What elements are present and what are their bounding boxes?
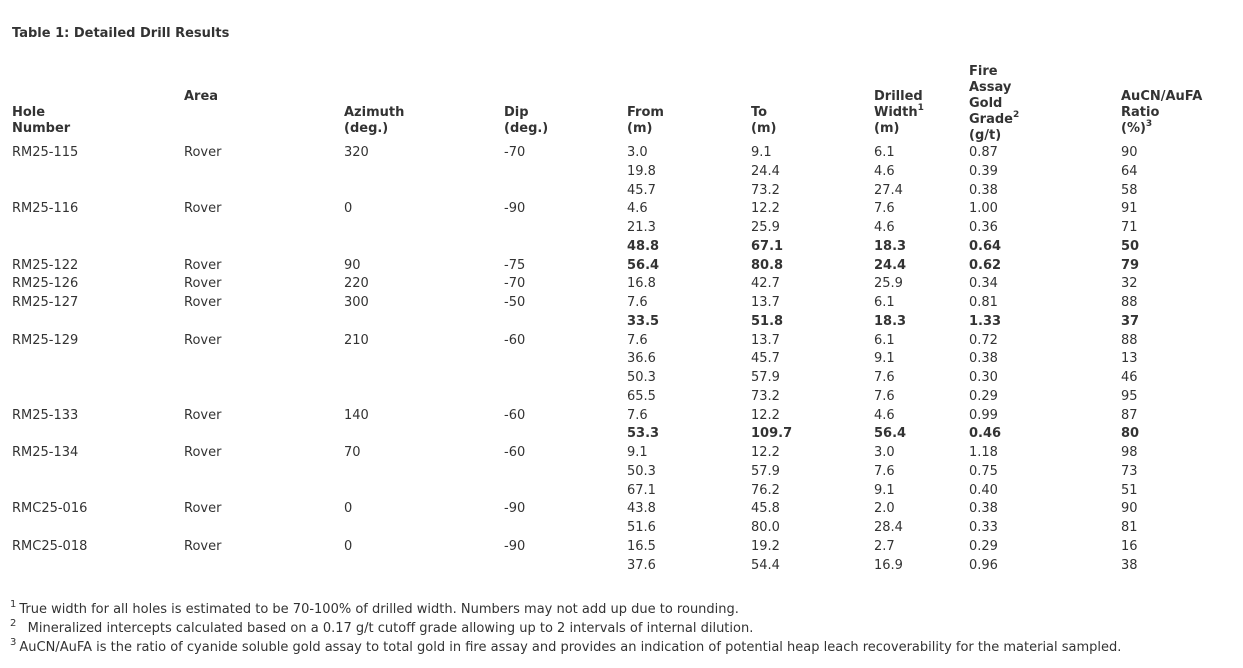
cell-azimuth [340, 369, 500, 388]
cell-to: 12.2 [751, 445, 780, 460]
cell-drilled-width: 7.6 [874, 201, 895, 217]
cell-area: Rover [184, 295, 222, 310]
cell-hole-number: RM25-126 [12, 276, 79, 292]
cell-from: 16.8 [627, 276, 656, 292]
cell-area [180, 557, 340, 576]
cell-from: 9.1 [627, 445, 648, 460]
table-row [8, 200, 1236, 219]
cell-dip: -90 [504, 501, 526, 517]
cell-drilled-width: 9.1 [874, 482, 895, 498]
table-row [8, 519, 1236, 538]
cell-ratio: 90 [1121, 501, 1138, 517]
table-row [8, 500, 1236, 519]
cell-gold-grade: 0.38 [969, 182, 998, 198]
cell-to: 45.8 [751, 501, 780, 517]
cell-gold-grade: 1.00 [969, 201, 998, 217]
cell-ratio: 81 [1121, 520, 1138, 535]
header-area: Area [184, 88, 219, 104]
cell-hole-number: RM25-115 [12, 145, 79, 160]
table-title: Table 1: Detailed Drill Results [12, 26, 230, 41]
cell-dip [500, 350, 623, 369]
cell-gold-grade: 0.38 [969, 501, 998, 517]
cell-azimuth [340, 219, 500, 238]
cell-to: 54.4 [751, 557, 780, 573]
cell-from: 7.6 [627, 407, 648, 423]
cell-area: Rover [184, 445, 222, 460]
cell-dip [500, 369, 623, 388]
cell-hole-number [8, 463, 180, 482]
drill-results-table [8, 64, 1236, 575]
cell-from: 56.4 [627, 257, 660, 273]
cell-drilled-width: 7.6 [874, 370, 895, 385]
cell-hole-number [8, 163, 180, 182]
cell-azimuth [340, 519, 500, 538]
table-row [8, 482, 1236, 501]
cell-area [180, 350, 340, 369]
cell-from: 7.6 [627, 295, 648, 310]
cell-gold-grade: 1.33 [969, 313, 1002, 329]
cell-ratio: 37 [1121, 313, 1140, 329]
cell-to: 24.4 [751, 163, 780, 179]
cell-hole-number: RM25-129 [12, 332, 79, 348]
cell-from: 65.5 [627, 388, 656, 404]
cell-hole-number [8, 557, 180, 576]
cell-drilled-width: 28.4 [874, 520, 903, 535]
cell-gold-grade: 0.99 [969, 407, 998, 423]
cell-dip: -75 [504, 257, 526, 273]
cell-area [180, 313, 340, 332]
cell-azimuth: 0 [344, 501, 353, 517]
cell-from: 67.1 [627, 482, 656, 498]
cell-gold-grade: 0.75 [969, 463, 998, 479]
cell-drilled-width: 4.6 [874, 407, 895, 423]
table-row [8, 144, 1236, 163]
table-row [8, 238, 1236, 257]
cell-area: Rover [184, 145, 222, 160]
cell-drilled-width: 9.1 [874, 351, 895, 367]
cell-hole-number [8, 519, 180, 538]
cell-drilled-width: 6.1 [874, 295, 895, 310]
cell-area: Rover [184, 332, 222, 348]
cell-to: 73.2 [751, 182, 780, 198]
cell-to: 9.1 [751, 145, 772, 160]
table-row [8, 350, 1236, 369]
table-row [8, 163, 1236, 182]
cell-dip [500, 463, 623, 482]
cell-hole-number [8, 482, 180, 501]
cell-drilled-width: 4.6 [874, 163, 895, 179]
cell-from: 50.3 [627, 370, 656, 385]
cell-area [180, 425, 340, 444]
cell-hole-number: RMC25-018 [12, 538, 88, 554]
cell-to: 109.7 [751, 426, 793, 442]
cell-to: 12.2 [751, 201, 780, 217]
cell-dip [500, 388, 623, 407]
cell-azimuth: 0 [344, 201, 353, 217]
cell-ratio: 73 [1121, 463, 1138, 479]
header-fire-assay-gold-grade: Fire Assay Gold Grade$^2$ (g/t) [969, 64, 1020, 143]
table-row [8, 538, 1236, 557]
cell-gold-grade: 0.29 [969, 388, 998, 404]
cell-azimuth: 70 [344, 445, 361, 460]
cell-hole-number [8, 238, 180, 257]
cell-gold-grade: 0.96 [969, 557, 998, 573]
cell-area: Rover [184, 407, 222, 423]
cell-dip [500, 313, 623, 332]
cell-dip: -90 [504, 538, 526, 554]
cell-area: Rover [184, 276, 222, 292]
cell-gold-grade: 0.40 [969, 482, 998, 498]
cell-dip [500, 182, 623, 201]
table-row [8, 444, 1236, 463]
cell-azimuth [340, 238, 500, 257]
cell-drilled-width: 6.1 [874, 332, 895, 348]
table-row [8, 219, 1236, 238]
cell-azimuth: 220 [344, 276, 369, 292]
cell-azimuth: 0 [344, 538, 353, 554]
cell-from: 16.5 [627, 538, 656, 554]
cell-azimuth: 140 [344, 407, 369, 423]
cell-gold-grade: 0.33 [969, 520, 998, 535]
cell-gold-grade: 0.87 [969, 145, 998, 160]
cell-drilled-width: 3.0 [874, 445, 895, 460]
cell-drilled-width: 24.4 [874, 257, 907, 273]
cell-azimuth [340, 163, 500, 182]
cell-ratio: 87 [1121, 407, 1138, 423]
cell-azimuth: 320 [344, 145, 369, 160]
cell-area: Rover [184, 257, 222, 273]
cell-ratio: 38 [1121, 557, 1138, 573]
cell-gold-grade: 0.34 [969, 276, 998, 292]
cell-gold-grade: 0.29 [969, 538, 998, 554]
cell-area [180, 219, 340, 238]
cell-dip [500, 482, 623, 501]
table-row [8, 463, 1236, 482]
header-hole-number: Hole Number [12, 105, 71, 136]
cell-azimuth: 90 [344, 257, 361, 273]
cell-hole-number [8, 219, 180, 238]
cell-dip: -90 [504, 201, 526, 217]
header-aucn-aufa-ratio: AuCN/AuFA Ratio (%)$^3$ [1121, 89, 1203, 136]
cell-azimuth [340, 557, 500, 576]
cell-area [180, 519, 340, 538]
cell-hole-number [8, 388, 180, 407]
table-row [8, 257, 1236, 276]
header-from: From (m) [627, 105, 664, 136]
cell-from: 21.3 [627, 220, 656, 235]
cell-gold-grade: 0.46 [969, 426, 1002, 442]
cell-to: 80.8 [751, 257, 784, 273]
cell-to: 25.9 [751, 220, 780, 235]
cell-gold-grade: 0.81 [969, 295, 998, 310]
cell-dip: -60 [504, 445, 526, 460]
cell-to: 12.2 [751, 407, 780, 423]
cell-area [180, 238, 340, 257]
cell-from: 7.6 [627, 332, 648, 348]
cell-to: 57.9 [751, 370, 780, 385]
table-row [8, 294, 1236, 313]
cell-ratio: 51 [1121, 482, 1138, 498]
cell-hole-number [8, 182, 180, 201]
cell-to: 73.2 [751, 388, 780, 404]
table-row [8, 313, 1236, 332]
cell-dip: -60 [504, 332, 526, 348]
cell-to: 42.7 [751, 276, 780, 292]
cell-hole-number [8, 369, 180, 388]
cell-hole-number: RM25-122 [12, 257, 79, 273]
cell-ratio: 80 [1121, 426, 1140, 442]
cell-hole-number: RM25-133 [12, 407, 79, 423]
header-dip: Dip (deg.) [504, 105, 549, 136]
cell-azimuth [340, 182, 500, 201]
cell-area [180, 482, 340, 501]
cell-area: Rover [184, 538, 222, 554]
cell-drilled-width: 7.6 [874, 388, 895, 404]
cell-dip [500, 163, 623, 182]
cell-ratio: 58 [1121, 182, 1138, 198]
header-row [8, 64, 1236, 144]
cell-gold-grade: 1.18 [969, 445, 998, 460]
cell-ratio: 16 [1121, 538, 1138, 554]
cell-ratio: 46 [1121, 370, 1138, 385]
cell-azimuth [340, 313, 500, 332]
table-row [8, 369, 1236, 388]
cell-dip: -50 [504, 295, 526, 310]
cell-gold-grade: 0.39 [969, 163, 998, 179]
cell-area [180, 182, 340, 201]
header-drilled-width: Drilled Width$^1$ (m) [874, 89, 924, 136]
cell-azimuth [340, 388, 500, 407]
cell-ratio: 79 [1121, 257, 1140, 273]
cell-hole-number: RMC25-016 [12, 501, 88, 517]
cell-from: 37.6 [627, 557, 656, 573]
table-row [8, 332, 1236, 351]
cell-ratio: 88 [1121, 332, 1138, 348]
cell-from: 53.3 [627, 426, 660, 442]
cell-drilled-width: 56.4 [874, 426, 907, 442]
cell-ratio: 50 [1121, 238, 1140, 254]
cell-hole-number [8, 425, 180, 444]
cell-dip [500, 238, 623, 257]
cell-ratio: 95 [1121, 388, 1138, 404]
cell-hole-number [8, 313, 180, 332]
cell-gold-grade: 0.64 [969, 238, 1002, 254]
cell-ratio: 98 [1121, 445, 1138, 460]
cell-dip [500, 425, 623, 444]
table-row [8, 425, 1236, 444]
header-to: To (m) [751, 105, 777, 136]
footnote-2: $^2$ Mineralized intercepts calculated based on a 0.17 g/t cutoff grade allowing up to 2 intervals of internal dilution. [10, 617, 754, 636]
table-row [8, 407, 1236, 426]
cell-drilled-width: 27.4 [874, 182, 903, 198]
footnotes [10, 600, 1121, 657]
cell-area [180, 388, 340, 407]
cell-azimuth: 300 [344, 295, 369, 310]
cell-ratio: 32 [1121, 276, 1138, 292]
cell-drilled-width: 2.0 [874, 501, 895, 517]
cell-from: 19.8 [627, 163, 656, 179]
cell-area [180, 369, 340, 388]
cell-drilled-width: 2.7 [874, 538, 895, 554]
cell-azimuth [340, 425, 500, 444]
cell-azimuth [340, 463, 500, 482]
cell-gold-grade: 0.72 [969, 332, 998, 348]
cell-to: 51.8 [751, 313, 784, 329]
cell-drilled-width: 4.6 [874, 220, 895, 235]
cell-ratio: 71 [1121, 220, 1138, 235]
table-row [8, 388, 1236, 407]
cell-from: 48.8 [627, 238, 660, 254]
cell-to: 76.2 [751, 482, 780, 498]
table-body [8, 144, 1236, 575]
table-row [8, 182, 1236, 201]
cell-area [180, 163, 340, 182]
cell-azimuth [340, 482, 500, 501]
cell-azimuth: 210 [344, 332, 369, 348]
cell-to: 13.7 [751, 295, 780, 310]
cell-to: 67.1 [751, 238, 784, 254]
table-row [8, 275, 1236, 294]
cell-gold-grade: 0.30 [969, 370, 998, 385]
footnote-1: $^1$ True width for all holes is estimated to be 70-100% of drilled width. Numbers may not add up due to rounding. [10, 598, 739, 617]
cell-drilled-width: 18.3 [874, 313, 907, 329]
cell-from: 3.0 [627, 145, 648, 160]
cell-ratio: 91 [1121, 201, 1138, 217]
cell-hole-number: RM25-116 [12, 201, 79, 217]
table-row [8, 557, 1236, 576]
cell-to: 13.7 [751, 332, 780, 348]
cell-gold-grade: 0.38 [969, 351, 998, 367]
cell-dip [500, 557, 623, 576]
cell-area [180, 463, 340, 482]
cell-dip [500, 219, 623, 238]
cell-from: 50.3 [627, 463, 656, 479]
cell-ratio: 90 [1121, 145, 1138, 160]
cell-ratio: 64 [1121, 163, 1138, 179]
cell-hole-number: RM25-134 [12, 445, 79, 460]
cell-dip: -70 [504, 276, 526, 292]
cell-to: 57.9 [751, 463, 780, 479]
cell-drilled-width: 18.3 [874, 238, 907, 254]
cell-ratio: 88 [1121, 295, 1138, 310]
cell-hole-number: RM25-127 [12, 295, 79, 310]
cell-from: 43.8 [627, 501, 656, 517]
cell-drilled-width: 16.9 [874, 557, 903, 573]
cell-from: 51.6 [627, 520, 656, 535]
cell-to: 80.0 [751, 520, 780, 535]
cell-area: Rover [184, 501, 222, 517]
footnote-3: $^3$ AuCN/AuFA is the ratio of cyanide soluble gold assay to total gold in fire assay and provides an indication of potential heap leach recoverability for the material sampled. [10, 636, 1122, 655]
cell-from: 45.7 [627, 182, 656, 198]
cell-dip [500, 519, 623, 538]
cell-ratio: 13 [1121, 351, 1138, 367]
cell-azimuth [340, 350, 500, 369]
cell-from: 36.6 [627, 351, 656, 367]
cell-to: 19.2 [751, 538, 780, 554]
cell-gold-grade: 0.36 [969, 220, 998, 235]
cell-area: Rover [184, 201, 222, 217]
cell-to: 45.7 [751, 351, 780, 367]
cell-dip: -70 [504, 145, 526, 160]
cell-gold-grade: 0.62 [969, 257, 1002, 273]
cell-drilled-width: 6.1 [874, 145, 895, 160]
cell-from: 4.6 [627, 201, 648, 217]
header-azimuth: Azimuth (deg.) [344, 105, 405, 136]
cell-drilled-width: 7.6 [874, 463, 895, 479]
cell-dip: -60 [504, 407, 526, 423]
cell-hole-number [8, 350, 180, 369]
cell-drilled-width: 25.9 [874, 276, 903, 292]
cell-from: 33.5 [627, 313, 660, 329]
